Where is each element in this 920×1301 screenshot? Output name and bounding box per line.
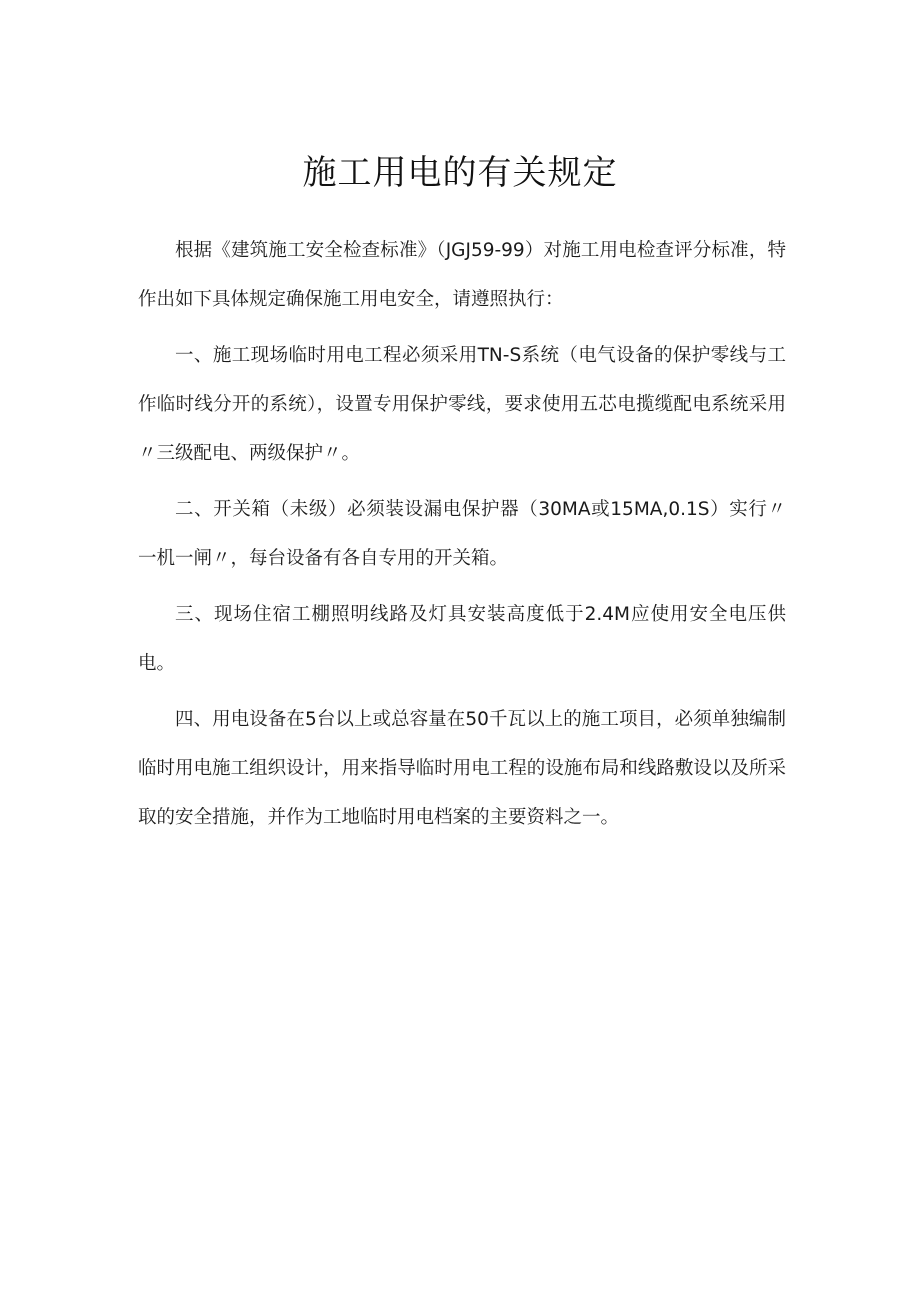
document-body	[138, 226, 786, 849]
document-title: 施工用电的有关规定	[302, 153, 618, 193]
paragraph-intro: 根据《建筑施工安全检查标准》（JGJ59-99）对施工用电检查评分标准，特作出如下具体规定确保施工用电安全，请遵照执行：	[138, 240, 786, 310]
paragraph-rule-1: 一、施工现场临时用电工程必须采用TN-S系统（电气设备的保护零线与工作临时线分开的系统），设置专用保护零线，要求使用五芯电揽缆配电系统采用〃三级配电、两级保护〃。	[138, 345, 786, 464]
paragraph-rule-3: 三、现场住宿工棚照明线路及灯具安装高度低于2.4M应使用安全电压供电。	[138, 604, 786, 674]
paragraph-rule-2: 二、开关箱（未级）必须装设漏电保护器（30MA或15MA,0.1S）实行〃一机一闸〃，每台设备有各自专用的开关箱。	[138, 499, 786, 569]
paragraph-rule-4: 四、用电设备在5台以上或总容量在50千瓦以上的施工项目，必须单独编制临时用电施工组织设计，用来指导临时用电工程的设施布局和线路敷设以及所采取的安全措施，并作为工地临时用电档案的主要资料之一。	[138, 709, 786, 828]
